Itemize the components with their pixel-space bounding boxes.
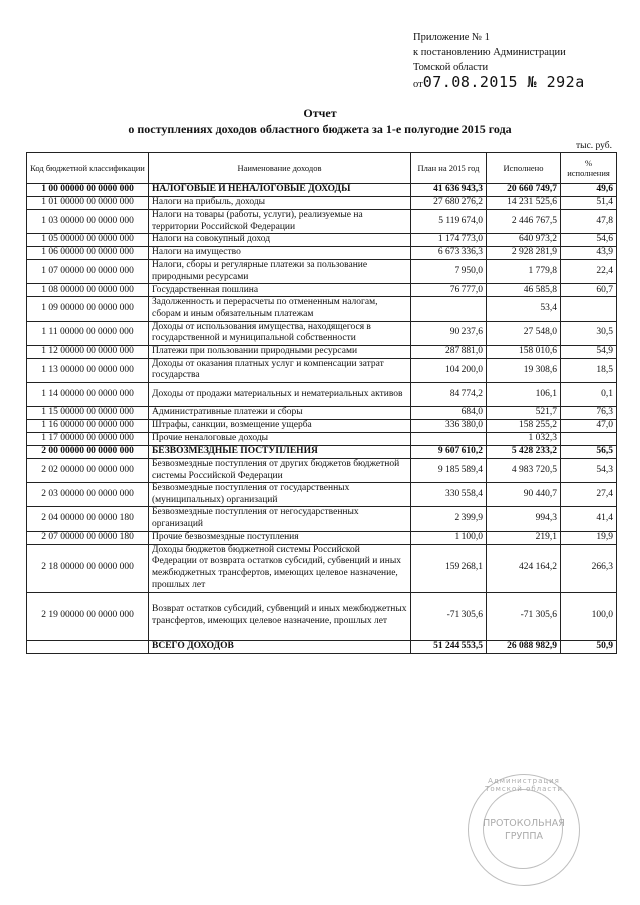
table-body (27, 184, 617, 654)
row-done: 2 446 767,5 (487, 210, 561, 234)
appendix-block (413, 30, 613, 92)
row-done: 219,1 (487, 531, 561, 544)
report-subtitle: о поступлениях доходов областного бюджета за 1-е полугодие 2015 года (128, 122, 512, 136)
row-plan: 6 673 336,3 (411, 247, 487, 260)
row-done: 106,1 (487, 382, 561, 406)
table-row (27, 345, 617, 358)
protocol-group-stamp (468, 774, 580, 886)
row-code: 1 14 00000 00 0000 000 (27, 382, 149, 406)
row-done: 521,7 (487, 406, 561, 419)
row-percent (561, 297, 617, 321)
row-done: 5 428 233,2 (487, 445, 561, 458)
row-percent (561, 432, 617, 445)
row-percent: 19,9 (561, 531, 617, 544)
table-row (27, 432, 617, 445)
revenue-table (26, 152, 617, 654)
row-code: 1 00 00000 00 0000 000 (27, 184, 149, 197)
table-header-row (27, 153, 617, 184)
row-plan: 5 119 674,0 (411, 210, 487, 234)
table-row (27, 483, 617, 507)
row-code: 1 11 00000 00 0000 000 (27, 321, 149, 345)
column-header-done: Исполнено (487, 153, 561, 184)
row-code: 1 01 00000 00 0000 000 (27, 197, 149, 210)
table-row (27, 260, 617, 284)
row-percent: 54,3 (561, 458, 617, 482)
row-percent: 47,8 (561, 210, 617, 234)
row-plan: 159 268,1 (411, 544, 487, 592)
row-plan: 287 881,0 (411, 345, 487, 358)
row-percent: 266,3 (561, 544, 617, 592)
row-percent: 18,5 (561, 358, 617, 382)
appendix-date-line (413, 75, 613, 92)
row-code: 1 17 00000 00 0000 000 (27, 432, 149, 445)
row-done: 19 308,6 (487, 358, 561, 382)
row-done: 1 032,3 (487, 432, 561, 445)
row-code: 2 18 00000 00 0000 000 (27, 544, 149, 592)
row-plan: 684,0 (411, 406, 487, 419)
table-row (27, 297, 617, 321)
row-name: Безвозмездные поступления от других бюджетов бюджетной системы Российской Федерации (149, 458, 411, 482)
row-code: 1 13 00000 00 0000 000 (27, 358, 149, 382)
row-plan: 90 237,6 (411, 321, 487, 345)
row-done: 1 779,8 (487, 260, 561, 284)
row-percent: 54,6 (561, 234, 617, 247)
row-name: Платежи при пользовании природными ресурсами (149, 345, 411, 358)
row-done: 20 660 749,7 (487, 184, 561, 197)
table-row (27, 382, 617, 406)
row-done: 994,3 (487, 507, 561, 531)
row-name: Прочие неналоговые доходы (149, 432, 411, 445)
row-name: Штрафы, санкции, возмещение ущерба (149, 419, 411, 432)
stamp-ring-text: Администрация Томской области (485, 777, 563, 793)
row-code: 1 16 00000 00 0000 000 (27, 419, 149, 432)
appendix-line-2: к постановлению Администрации (413, 47, 566, 58)
table-row (27, 445, 617, 458)
row-code: 1 09 00000 00 0000 000 (27, 297, 149, 321)
table-row (27, 531, 617, 544)
column-header-name: Наименование доходов (149, 153, 411, 184)
table-row (27, 197, 617, 210)
row-plan: 1 100,0 (411, 531, 487, 544)
row-percent: 50,9 (561, 640, 617, 653)
row-done: 46 585,8 (487, 284, 561, 297)
row-plan: 1 174 773,0 (411, 234, 487, 247)
row-name: Доходы от оказания платных услуг и компенсации затрат государства (149, 358, 411, 382)
appendix-line-3: Томской области (413, 62, 489, 73)
stamp-center-line-1: ПРОТОКОЛЬНАЯ (483, 818, 565, 829)
row-plan: 41 636 943,3 (411, 184, 487, 197)
units-label: тыс. руб. (576, 141, 612, 151)
column-header-code: Код бюджетной классификации (27, 153, 149, 184)
row-done: 14 231 525,6 (487, 197, 561, 210)
row-done: 53,4 (487, 297, 561, 321)
row-done: 158 255,2 (487, 419, 561, 432)
table-row (27, 419, 617, 432)
row-code: 2 03 00000 00 0000 000 (27, 483, 149, 507)
table-row (27, 284, 617, 297)
row-code: 2 19 00000 00 0000 000 (27, 592, 149, 640)
row-name: Прочие безвозмездные поступления (149, 531, 411, 544)
row-percent: 47,0 (561, 419, 617, 432)
row-plan: 336 380,0 (411, 419, 487, 432)
report-title: Отчет (303, 106, 337, 120)
row-percent: 0,1 (561, 382, 617, 406)
row-name: Налоги на товары (работы, услуги), реализуемые на территории Российской Федерации (149, 210, 411, 234)
row-name: БЕЗВОЗМЕЗДНЫЕ ПОСТУПЛЕНИЯ (149, 445, 411, 458)
column-header-percent: % исполнения (561, 153, 617, 184)
column-header-plan: План на 2015 год (411, 153, 487, 184)
row-code: 1 06 00000 00 0000 000 (27, 247, 149, 260)
row-percent: 51,4 (561, 197, 617, 210)
row-name: Государственная пошлина (149, 284, 411, 297)
table-row (27, 184, 617, 197)
row-percent: 60,7 (561, 284, 617, 297)
row-done: 4 983 720,5 (487, 458, 561, 482)
table-row (27, 210, 617, 234)
table-row (27, 358, 617, 382)
row-code: 1 12 00000 00 0000 000 (27, 345, 149, 358)
row-code: 1 03 00000 00 0000 000 (27, 210, 149, 234)
row-plan: 84 774,2 (411, 382, 487, 406)
row-name: Доходы от продажи материальных и нематериальных активов (149, 382, 411, 406)
row-plan: 9 185 589,4 (411, 458, 487, 482)
row-name: Налоги, сборы и регулярные платежи за пользование природными ресурсами (149, 260, 411, 284)
row-name: Возврат остатков субсидий, субвенций и иных межбюджетных трансфертов, имеющих целевое назначение, прошлых лет (149, 592, 411, 640)
row-percent: 41,4 (561, 507, 617, 531)
row-code: 2 00 00000 00 0000 000 (27, 445, 149, 458)
row-done: 27 548,0 (487, 321, 561, 345)
row-percent: 43,9 (561, 247, 617, 260)
table-row (27, 247, 617, 260)
row-percent: 54,9 (561, 345, 617, 358)
table-row (27, 640, 617, 653)
row-percent: 100,0 (561, 592, 617, 640)
table-row (27, 321, 617, 345)
row-done: 424 164,2 (487, 544, 561, 592)
row-name: Административные платежи и сборы (149, 406, 411, 419)
table-row (27, 507, 617, 531)
row-plan: 2 399,9 (411, 507, 487, 531)
row-done: 158 010,6 (487, 345, 561, 358)
row-name: Задолженность и перерасчеты по отмененным налогам, сборам и иным обязательным платежам (149, 297, 411, 321)
row-code: 2 07 00000 00 0000 180 (27, 531, 149, 544)
row-name: Доходы от использования имущества, находящегося в государственной и муниципальной собственности (149, 321, 411, 345)
row-code: 2 02 00000 00 0000 000 (27, 458, 149, 482)
row-code (27, 640, 149, 653)
table-row (27, 234, 617, 247)
row-name: Налоги на совокупный доход (149, 234, 411, 247)
row-percent: 76,3 (561, 406, 617, 419)
date-handwritten: 07.08.2015 № 292а (422, 73, 585, 91)
row-name: Налоги на прибыль, доходы (149, 197, 411, 210)
row-percent: 56,5 (561, 445, 617, 458)
table-row (27, 544, 617, 592)
row-code: 2 04 00000 00 0000 180 (27, 507, 149, 531)
row-code: 1 07 00000 00 0000 000 (27, 260, 149, 284)
row-name: Безвозмездные поступления от негосударственных организаций (149, 507, 411, 531)
row-done: 640 973,2 (487, 234, 561, 247)
row-plan: 7 950,0 (411, 260, 487, 284)
date-prefix: от (413, 79, 423, 90)
table-row (27, 458, 617, 482)
row-plan: 330 558,4 (411, 483, 487, 507)
row-plan: 9 607 610,2 (411, 445, 487, 458)
row-plan: 27 680 276,2 (411, 197, 487, 210)
row-code: 1 15 00000 00 0000 000 (27, 406, 149, 419)
row-plan: -71 305,6 (411, 592, 487, 640)
table-row (27, 592, 617, 640)
row-name: Налоги на имущество (149, 247, 411, 260)
row-code: 1 05 00000 00 0000 000 (27, 234, 149, 247)
row-done: 2 928 281,9 (487, 247, 561, 260)
table-row (27, 406, 617, 419)
row-percent: 27,4 (561, 483, 617, 507)
row-plan (411, 432, 487, 445)
row-done: 90 440,7 (487, 483, 561, 507)
row-name: Безвозмездные поступления от государственных (муниципальных) организаций (149, 483, 411, 507)
stamp-center-text (469, 817, 579, 843)
row-plan: 76 777,0 (411, 284, 487, 297)
stamp-center-line-2: ГРУППА (504, 831, 544, 842)
row-plan: 51 244 553,5 (411, 640, 487, 653)
row-percent: 22,4 (561, 260, 617, 284)
appendix-line-1: Приложение № 1 (413, 32, 490, 43)
row-percent: 30,5 (561, 321, 617, 345)
row-code: 1 08 00000 00 0000 000 (27, 284, 149, 297)
row-name: НАЛОГОВЫЕ И НЕНАЛОГОВЫЕ ДОХОДЫ (149, 184, 411, 197)
row-done: 26 088 982,9 (487, 640, 561, 653)
row-plan (411, 297, 487, 321)
row-percent: 49,6 (561, 184, 617, 197)
row-done: -71 305,6 (487, 592, 561, 640)
row-name: ВСЕГО ДОХОДОВ (149, 640, 411, 653)
row-name: Доходы бюджетов бюджетной системы Российской Федерации от возврата остатков субсидий, субвенций и иных межбюджетных трансфертов, имеющих целевое назначение, прошлых лет (149, 544, 411, 592)
row-plan: 104 200,0 (411, 358, 487, 382)
